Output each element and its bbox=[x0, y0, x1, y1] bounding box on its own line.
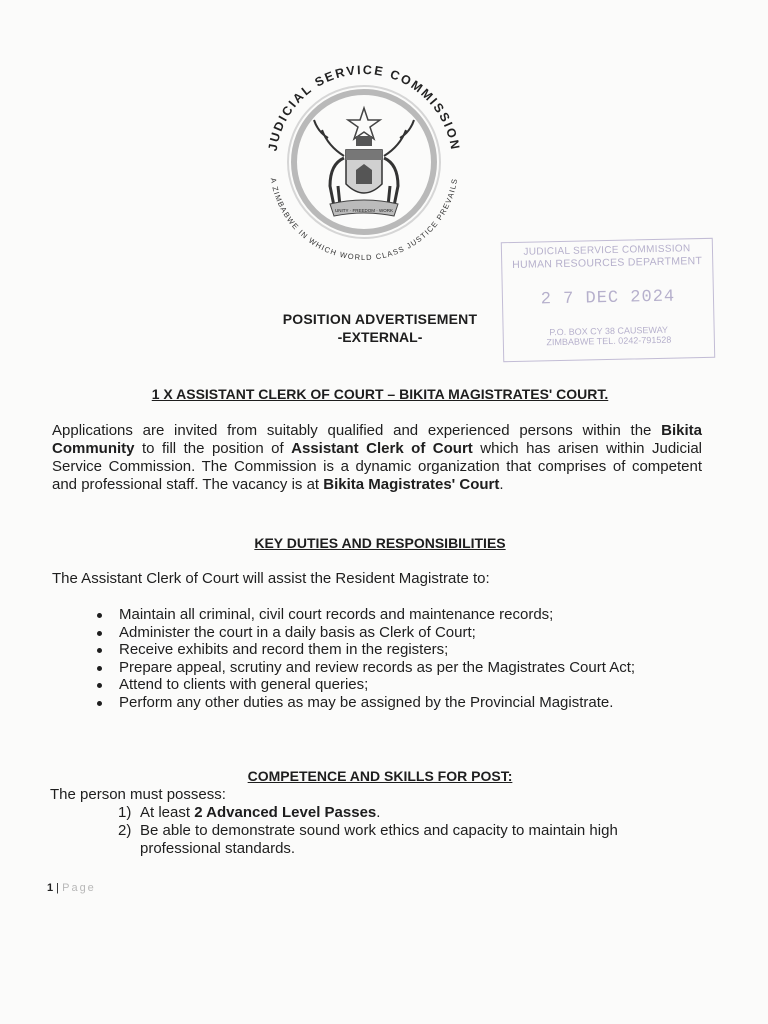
key-duties-heading: KEY DUTIES AND RESPONSIBILITIES bbox=[254, 535, 506, 551]
list-item: 1) At least 2 Advanced Level Passes. bbox=[118, 804, 381, 821]
list-item: Administer the court in a daily basis as Clerk of Court; bbox=[95, 624, 705, 642]
bullet-icon bbox=[97, 648, 102, 653]
bullet-icon bbox=[97, 683, 102, 688]
page-footer: 1 | Page bbox=[47, 882, 96, 894]
vacancy-title: 1 X ASSISTANT CLERK OF COURT – BIKITA MAGISTRATES' COURT. bbox=[151, 386, 609, 402]
list-item: Perform any other duties as may be assigned by the Provincial Magistrate. bbox=[95, 694, 705, 712]
stamp-line-3: P.O. BOX CY 38 CAUSEWAY bbox=[549, 324, 669, 338]
list-item: 2) Be able to demonstrate sound work ethics and capacity to maintain high professional standards. bbox=[118, 822, 618, 857]
duties-list bbox=[95, 606, 705, 711]
stamp-date: 2 7 DEC 2024 bbox=[540, 287, 676, 310]
seal-motto: UNITY · FREEDOM · WORK bbox=[335, 208, 393, 213]
stamp-line-4: ZIMBABWE TEL. 0242-791528 bbox=[546, 334, 672, 348]
list-item: Receive exhibits and record them in the registers; bbox=[95, 641, 705, 659]
page-label: Page bbox=[62, 882, 96, 894]
stamp-line-1: JUDICIAL SERVICE COMMISSION bbox=[523, 243, 691, 258]
bullet-icon bbox=[97, 613, 102, 618]
bullet-icon bbox=[97, 666, 102, 671]
duties-lead: The Assistant Clerk of Court will assist the Resident Magistrate to: bbox=[52, 570, 490, 587]
bullet-icon bbox=[97, 631, 102, 636]
seal-bottom-text: A ZIMBABWE IN WHICH WORLD CLASS JUSTICE PREVAILS bbox=[268, 177, 460, 262]
court-name: Bikita Magistrates' Court bbox=[323, 476, 500, 493]
list-item: Attend to clients with general queries; bbox=[95, 676, 705, 694]
competence-heading: COMPETENCE AND SKILLS FOR POST: bbox=[247, 768, 513, 784]
bullet-icon bbox=[97, 701, 102, 706]
requirements-list bbox=[118, 804, 698, 858]
judicial-service-commission-seal bbox=[248, 46, 480, 278]
coat-of-arms-icon bbox=[248, 46, 480, 278]
position-name: Assistant Clerk of Court bbox=[291, 440, 473, 457]
position-advertisement-heading: POSITION ADVERTISEMENT bbox=[282, 311, 478, 327]
stamp-line-2: HUMAN RESOURCES DEPARTMENT bbox=[512, 255, 703, 271]
list-item: Prepare appeal, scrutiny and review records as per the Magistrates Court Act; bbox=[95, 659, 705, 677]
page-number: 1 bbox=[47, 882, 54, 894]
seal-top-text: JUDICIAL SERVICE COMMISSION bbox=[265, 62, 463, 153]
community-name: Bikita Community bbox=[52, 422, 702, 457]
list-item: Maintain all criminal, civil court records and maintenance records; bbox=[95, 606, 705, 624]
external-subheading: -EXTERNAL- bbox=[337, 329, 423, 345]
competence-lead: The person must possess: bbox=[50, 786, 226, 803]
intro-paragraph: Applications are invited from suitably qualified and experienced persons within the Bikita Community to fill the position of Assistant Clerk of Court which has arisen within Judicial Service Commission. The Commission is a dynamic organization that comprises of competent and professional staff. The vacancy is at Bikita Magistrates' Court. bbox=[52, 422, 702, 493]
